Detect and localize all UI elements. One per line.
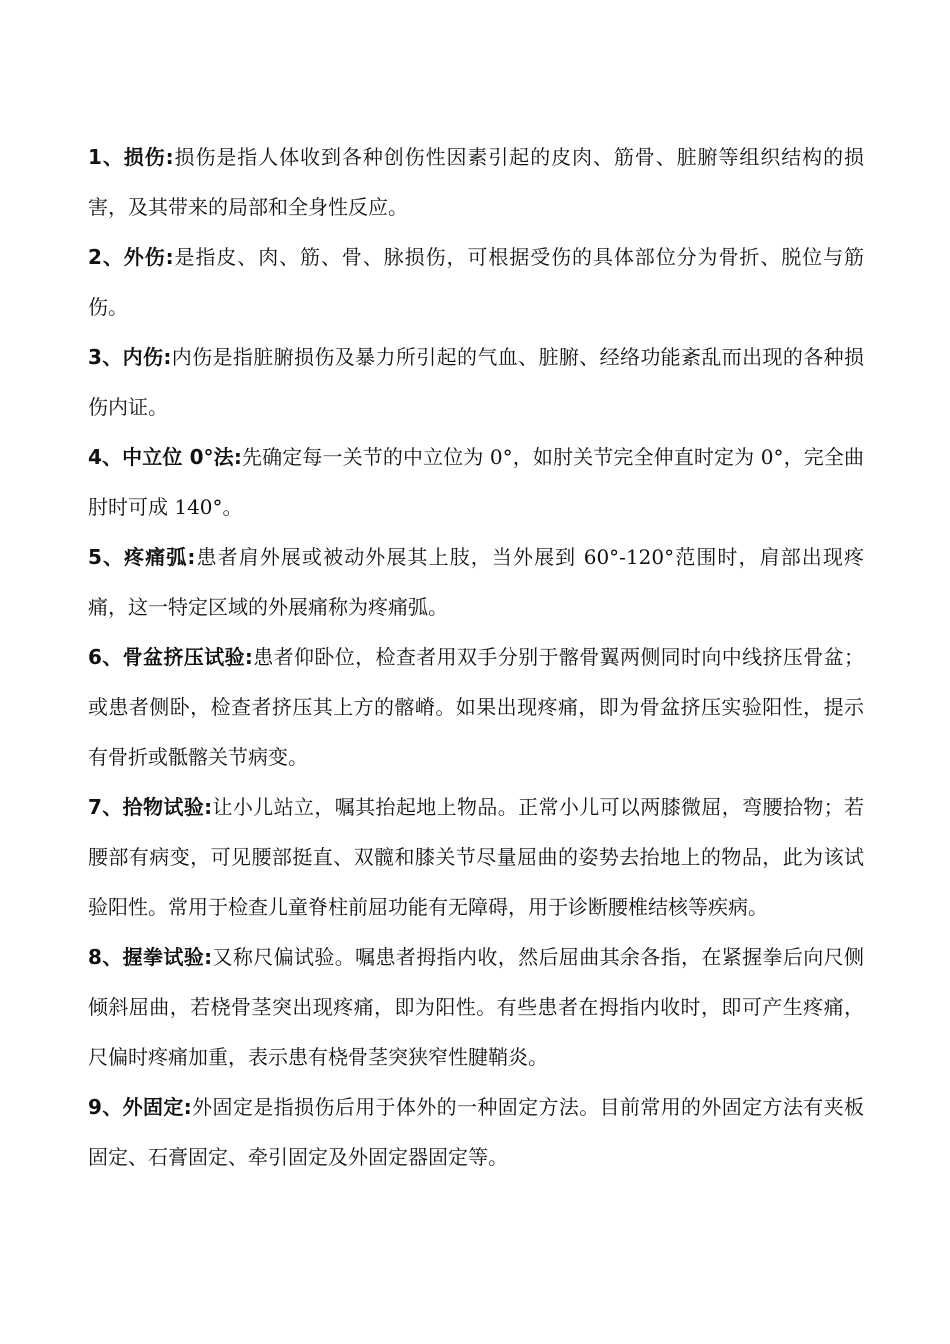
definition-entry xyxy=(88,432,864,532)
entry-colon: : xyxy=(233,445,242,469)
entry-colon: : xyxy=(204,945,213,969)
entry-number: 4、 xyxy=(88,445,123,469)
definition-entry xyxy=(88,1082,864,1182)
definition-entry xyxy=(88,782,864,932)
entry-term: 骨盆挤压试验 xyxy=(122,645,245,669)
entry-number: 7、 xyxy=(88,795,123,819)
entry-definition: 患者肩外展或被动外展其上肢，当外展到 60°-120°范围时，肩部出现疼痛，这一特定区域的外展痛称为疼痛弧。 xyxy=(88,545,864,619)
entry-definition: 损伤是指人体收到各种创伤性因素引起的皮肉、筋骨、脏腑等组织结构的损害，及其带来的局部和全身性反应。 xyxy=(88,145,865,219)
entry-number: 5、 xyxy=(88,545,125,569)
entry-definition: 患者仰卧位，检查者用双手分别于髂骨翼两侧同时向中线挤压骨盆；或患者侧卧，检查者挤压其上方的髂嵴。如果出现疼痛，即为骨盆挤压实验阳性，提示有骨折或骶髂关节病变。 xyxy=(88,645,865,769)
entry-colon: : xyxy=(165,145,174,169)
definitions-list xyxy=(88,132,864,1182)
entry-number: 3、 xyxy=(88,345,123,369)
definition-entry xyxy=(88,332,864,432)
definition-entry xyxy=(88,632,864,782)
entry-number: 6、 xyxy=(88,645,123,669)
entry-definition: 外固定是指损伤后用于体外的一种固定方法。目前常用的外固定方法有夹板固定、石膏固定、牵引固定及外固定器固定等。 xyxy=(88,1095,865,1169)
entry-term: 中立位 0°法 xyxy=(122,445,234,469)
entry-term: 拾物试验 xyxy=(122,795,205,819)
entry-definition: 让小儿站立，嘱其抬起地上物品。正常小儿可以两膝微屈，弯腰拾物；若腰部有病变，可见腰部挺直、双髋和膝关节尽量屈曲的姿势去抬地上的物品，此为该试验阳性。常用于检查儿童脊柱前屈功能有无障碍，用于诊断腰椎结核等疾病。 xyxy=(88,795,865,919)
entry-term: 损伤 xyxy=(123,145,166,169)
entry-term: 内伤 xyxy=(122,345,164,369)
definition-entry xyxy=(88,532,864,632)
definition-entry xyxy=(88,232,864,332)
entry-definition: 内伤是指脏腑损伤及暴力所引起的气血、脏腑、经络功能紊乱而出现的各种损伤内证。 xyxy=(88,345,865,419)
entry-term: 握拳试验 xyxy=(122,945,205,969)
entry-definition: 又称尺偏试验。嘱患者拇指内收，然后屈曲其余各指，在紧握拳后向尺侧倾斜屈曲，若桡骨茎突出现疼痛，即为阳性。有些患者在拇指内收时，即可产生疼痛，尺偏时疼痛加重，表示患有桡骨茎突狭窄性腱鞘炎。 xyxy=(88,945,865,1069)
entry-colon: : xyxy=(183,1095,192,1119)
entry-colon: : xyxy=(244,645,253,669)
entry-colon: : xyxy=(204,795,213,819)
entry-number: 9、 xyxy=(88,1095,123,1119)
entry-term: 疼痛弧 xyxy=(124,545,188,569)
entry-definition: 先确定每一关节的中立位为 0°，如肘关节完全伸直时定为 0°，完全曲肘时可成 140°。 xyxy=(88,445,864,519)
entry-term: 外固定 xyxy=(122,1095,184,1119)
entry-number: 2、 xyxy=(88,245,124,269)
entry-definition: 是指皮、肉、筋、骨、脉损伤，可根据受伤的具体部位分为骨折、脱位与筋伤。 xyxy=(88,245,865,319)
entry-number: 1、 xyxy=(88,145,124,169)
definition-entry xyxy=(88,932,864,1082)
entry-colon: : xyxy=(163,345,172,369)
entry-colon: : xyxy=(187,545,196,569)
definition-entry xyxy=(88,132,864,232)
entry-number: 8、 xyxy=(88,945,123,969)
entry-colon: : xyxy=(165,245,174,269)
entry-term: 外伤 xyxy=(123,245,166,269)
